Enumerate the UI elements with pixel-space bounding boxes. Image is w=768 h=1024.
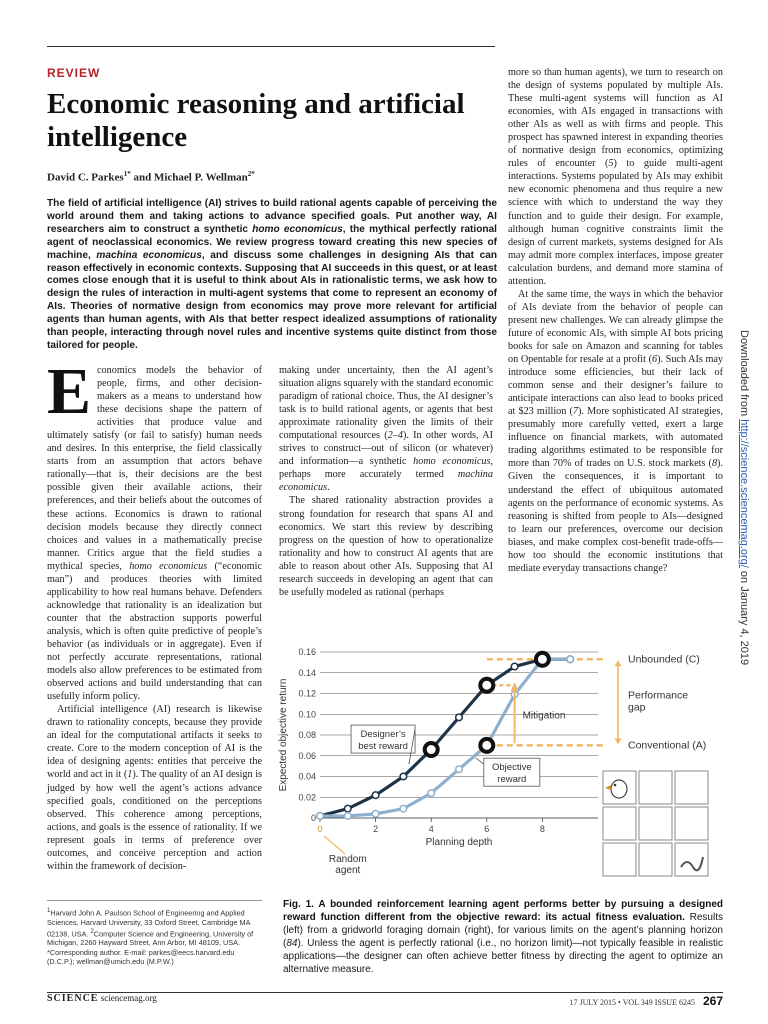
random-agent-pointer	[324, 836, 345, 854]
figure-1	[268, 638, 738, 892]
highlight-point	[480, 679, 493, 692]
conventional-label: Conventional (A)	[628, 739, 707, 752]
author-affiliations: $^1$Harvard John A. Paulson School of Engineering and Applied Sciences, Harvard University, 33 Oxford Street, Cambridge MA 02138, USA. $^2$Computer Science and Engineering, University of Michigan, 2260 Hayward Street, Ann Arbor, MI 48109, USA. *Corresponding author. E-mail: parkes@eecs.harvard.edu (D.C.P.); wellman@umich.edu (M.P.W.)	[47, 900, 262, 966]
series-point	[400, 805, 407, 812]
random-agent-label: agent	[335, 865, 361, 876]
download-suffix: on January 4, 2019	[738, 567, 750, 666]
y-tick-label: 0.16	[298, 647, 316, 657]
gridworld-cell	[603, 807, 636, 840]
x-axis-label: Planning depth	[425, 837, 493, 848]
series-point	[372, 792, 379, 799]
body-column-2: making under uncertainty, then the AI agent’s situation aligns squarely with the standard economic paradigm of rational choice. Thus, the AI designer’s task is to build rational agents, or agents that best approximate rationality given the limits of their computational resources (2–4). In other words, AI strives to construct—out of silicon (or whatever) and information—a synthetic homo economicus, perhaps more accurately termed machina economicus. The shared rationality abstraction provides a strong foundation for research that spans AI and economics. We start this review by describing progress on the question of how to operationalize rationality and how to construct AI agents that are able to reason about other AIs. Supposing that AI research succeeds in developing an agent that can be usefully modeled as rational (perhaps	[279, 365, 494, 598]
y-tick-label: 0.02	[298, 792, 316, 803]
series-point	[456, 714, 463, 721]
unbounded-label: Unbounded (C)	[628, 653, 700, 666]
mitigation-label: Mitigation	[522, 710, 566, 722]
series-point	[345, 813, 352, 820]
x-tick-label: 2	[373, 824, 379, 834]
series-point	[456, 766, 463, 773]
journal-name: SCIENCE	[47, 993, 99, 1004]
y-tick-label: 0.14	[298, 667, 316, 678]
designer-callout-label: best reward	[358, 741, 408, 753]
mitigation-arrowhead	[511, 682, 519, 691]
gridworld-cell	[639, 807, 672, 840]
objective-callout-label: reward	[497, 774, 527, 786]
random-agent-label: Random	[328, 854, 367, 865]
bird-eye-icon	[614, 784, 617, 787]
gap-arrow-top	[615, 660, 622, 666]
drop-cap: E	[47, 355, 92, 428]
x-tick-label: 4	[428, 824, 434, 834]
y-tick-label: 0.08	[298, 730, 316, 740]
series-point	[567, 656, 574, 663]
objective-callout-label: Objective	[492, 762, 532, 774]
series-point	[317, 813, 324, 820]
section-kicker: REVIEW	[47, 66, 101, 80]
y-axis-label: Expected objective return	[278, 678, 289, 792]
y-tick-label: 0.06	[298, 750, 316, 761]
y-tick-label: 0.12	[298, 688, 316, 699]
top-rule	[47, 46, 495, 47]
designer-callout-label: Designer’s	[360, 729, 406, 741]
x-tick-label: 6	[484, 824, 490, 834]
body-column-1-text: conomics models the behavior of people, firms, and other decision-makers as a means to understand how these decisions shape the pattern of activities that produce value and ultimately satisfy (or fail to satisfy) human needs and desires. In this enterprise, the field classically starts from an assumption that actors behave rationally—that is, their decisions are the best possible given their available actions, their preferences, and their beliefs about the outcomes of these actions. Economics is drawn to rational decision models because they directly connect choices and values in a mathematically precise manner. Critics argue that the field studies a mythical species, homo economicus (“economic man”) and produces theories with limited applicability to how real humans behave. Defenders acknowledge that rationality is an idealization but counter that the abstraction supports powerful analysis, which is often quite predictive of people’s behavior (as individuals or in aggregate). Even if not perfectly accurate representations, rational models also allow preferences to be estimated from observed actions and build understanding that can usefully inform policy. Artificial intelligence (AI) research is likewise drawn to rationality concepts, because they provide an ideal for the computational artifacts it seeks to create. Core to the modern conception of AI is the idea of designing agents: entities that perceive the world and act in it (1). The quality of an AI design is judged by how well the agent’s actions advance specified goals, conditioned on the perceptions observed. This coherence among perceptions, actions, and goals is the essence of rationality. If we represent goals in terms of preference over outcomes, and conceive perception and action within the framework of decision-	[47, 365, 262, 872]
gap-label: Performance	[628, 689, 689, 702]
download-prefix: Downloaded from	[738, 330, 750, 420]
figure-1-chart	[268, 638, 738, 892]
body-column-1	[47, 355, 262, 873]
journal-site: sciencemag.org	[100, 993, 157, 1003]
download-link[interactable]: http://science.sciencemag.org/	[738, 419, 750, 568]
gridworld-cell	[603, 843, 636, 876]
series-point	[428, 790, 435, 797]
series-point	[372, 811, 379, 818]
gap-arrow-bottom	[615, 738, 622, 744]
article-abstract: The field of artificial intelligence (AI) strives to build rational agents capable of perceiving the world around them and taking actions to advance specified goals. Put another way, AI researchers aim to construct a synthetic homo economicus, the mythical perfectly rational agent of neoclassical economics. We review progress toward creating this new species of machine, machina economicus, and discuss some challenges in designing AIs that can reason effectively in economic contexts. Supposing that AI succeeds in this quest, or at least comes close enough that it is useful to think about AIs in rationalistic terms, we ask how to design the rules of interaction in multi-agent systems that come to represent an economy of AIs. Theories of normative design from economics may prove more relevant for artificial agents than human agents, with AIs that better respect idealized assumptions of rationality than people, interacting through novel rules and incentive systems quite distinct from those tailored for people.	[47, 198, 498, 351]
article-title: Economic reasoning and artificial intelligence	[47, 88, 465, 153]
series-point	[345, 805, 352, 812]
highlight-point	[536, 653, 549, 666]
gridworld-cell	[675, 807, 708, 840]
footer-issue	[485, 994, 723, 1008]
series-point	[511, 663, 518, 670]
download-sidebar	[738, 330, 768, 760]
figure-caption: Fig. 1. A bounded reinforcement learning agent performs better by pursuing a designed reward function different from the objective reward: its actual fitness evaluation. Results (left) from a gridworld foraging domain (right), for various limits on the agent’s planning horizon (84). Unless the agent is perfectly rational (i.e., no horizon limit)—not typically feasible in realistic applications—the designer can often achieve better fitness by directing the agent to optimize an alternative measure.	[283, 899, 723, 975]
gridworld-cell	[675, 771, 708, 804]
page-number: 267	[702, 994, 723, 1008]
series-point	[400, 773, 407, 780]
body-column-3: more so than human agents), we turn to research on the design of systems populated by multiple AIs. These multi-agent systems will function as AI economies, with AIs engaged in transactions with other AIs as well as with firms and people. This prospect has spawned interest in expanding theories of normative design from economics, optimizing rules of encounter (5) to guide multi-agent interactions. Systems populated by AIs may exhibit new economic phenomena and thus require a new science with which to understand the way they function and to guide their design. For example, although human cognitive constraints limit the design of current markets, systems designed for AIs may admit more complex interfaces, impose greater calculation burdens, and demand more stamina of attention. At the same time, the ways in which the behavior of AIs deviate from the behavior of people can present new challenges. We can already glimpse the future of economic AIs, with simple AI bots pricing books for sale on Amazon and scanning for tables on Opentable for resale at a profit (6). Such AIs may introduce some efficiencies, but their lack of common sense and their designer’s failure to anticipate interactions can also lead to books priced at $23 million (7). More sophisticated AI strategies, presumably more carefully vetted, exert a large influence on financial markets, with automated trading algorithms estimated to be responsible for more than 70% of trades on U.S. stock markets (8). Given the consequences, it is important to understand the effect of ubiquitous automated agents on the performance of economic systems. As reasoning is shifted from people to AIs—designed to learn our preferences, overcome our decision biases, and make complex cost-benefit trade-offs—how too should the economic institutions that mediate everyday transactions change?	[508, 67, 723, 574]
issue-info: 17 JULY 2015 • VOL 349 ISSUE 6245	[569, 998, 695, 1007]
highlight-point	[480, 739, 493, 752]
gridworld-cell	[639, 771, 672, 804]
x-tick-label: 8	[539, 824, 545, 834]
y-tick-label: 0.04	[298, 771, 316, 782]
y-tick-label: 0.10	[298, 709, 316, 720]
highlight-point	[425, 743, 438, 756]
x-tick-label: 0	[317, 824, 323, 834]
gridworld-cell	[639, 843, 672, 876]
objective-callout-pointer	[476, 758, 484, 764]
gap-label: gap	[628, 701, 646, 714]
y-tick-label: 0	[310, 813, 316, 823]
footer-journal	[47, 993, 157, 1004]
article-authors: David C. Parkes$^{1*}$ and Michael P. Wellman$^{2*}$	[47, 170, 255, 184]
